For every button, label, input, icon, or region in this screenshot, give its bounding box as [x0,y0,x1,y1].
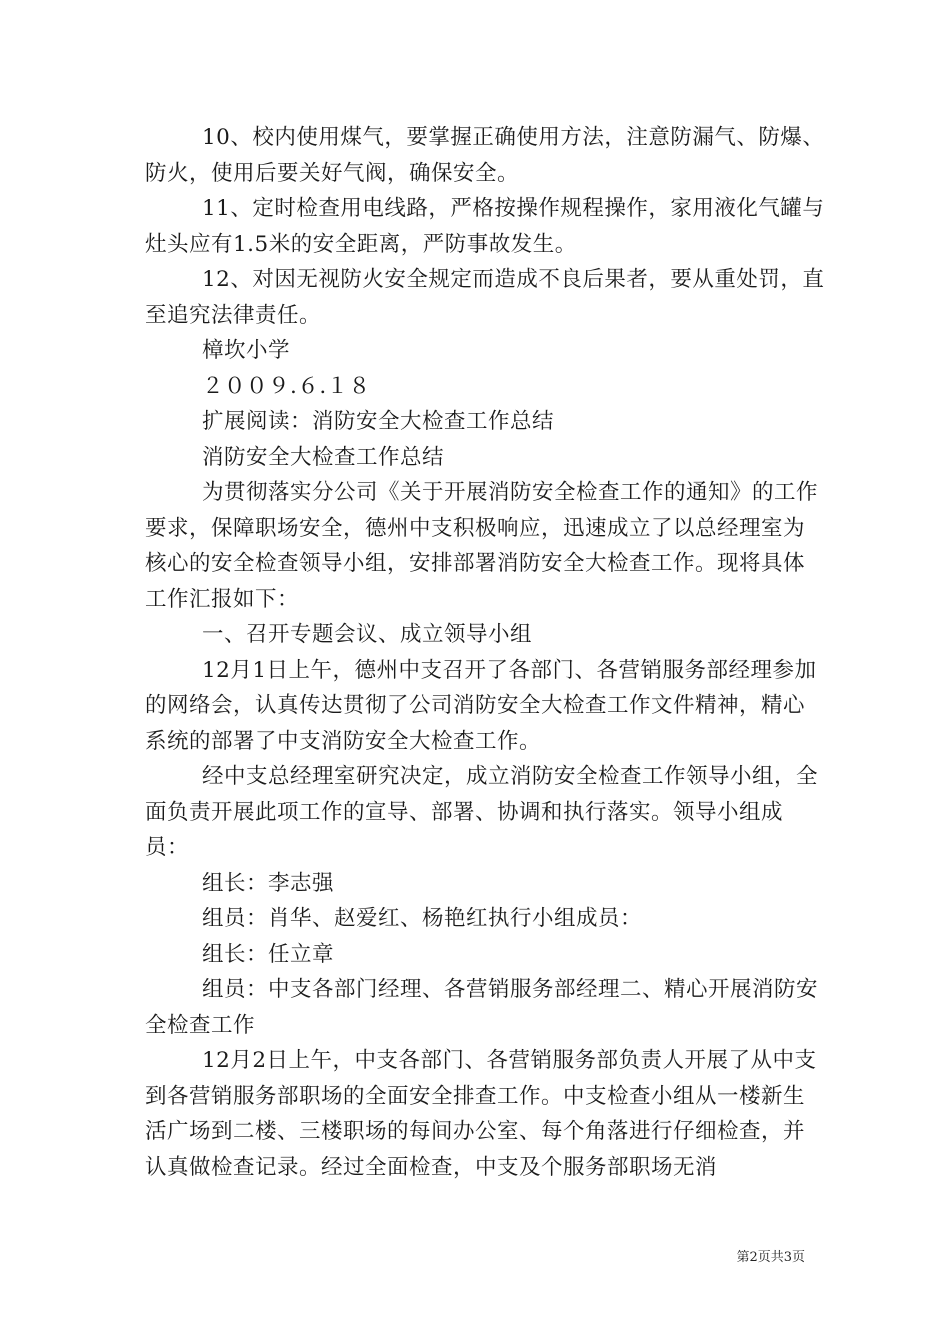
document-body [145,120,825,1185]
paragraph-rule-10: 10、校内使用煤气，要掌握正确使用方法，注意防漏气、防爆、防火，使用后要关好气阀，确保安全。 [145,125,825,186]
paragraph-leadership-group: 经中支总经理室研究决定，成立消防安全检查工作领导小组，全面负责开展此项工作的宣导、部署、协调和执行落实。领导小组成员： [145,764,819,860]
signature-date: ２００９.６.１８ [202,373,371,399]
group-leader-line: 组长：李志强 [202,870,335,896]
paragraph-rule-12: 12、对因无视防火安全规定而造成不良后果者，要从重处罚，直至追究法律责任。 [145,267,825,328]
exec-leader-line: 组长：任立章 [202,941,335,967]
group-members-line: 组员：肖华、赵爱红、杨艳红执行小组成员： [202,906,643,931]
page-number-footer: 第2页共3页 [736,1250,805,1265]
extended-reading-heading: 扩展阅读：消防安全大检查工作总结 [202,409,555,434]
signature-school-name: 樟坎小学 [202,338,291,363]
paragraph-inspection: 12月2日上午，中支各部门、各营销服务部负责人开展了从中支到各营销服务部职场的全面安全排查工作。中支检查小组从一楼新生活广场到二楼、三楼职场的每间办公室、每个角落进行仔细检查，并认真做检查记录。经过全面检查，中支及个服务部职场无消 [145,1048,817,1180]
heading-section-one: 一、召开专题会议、成立领导小组 [202,622,533,647]
paragraph-rule-11: 11、定时检查用电线路，严格按操作规程操作，家用液化气罐与灶头应有1.5米的安全距离，严防事故发生。 [145,196,825,257]
section-title: 消防安全大检查工作总结 [202,444,445,470]
paragraph-intro: 为贯彻落实分公司《关于开展消防安全检查工作的通知》的工作要求，保障职场安全，德州中支积极响应，迅速成立了以总经理室为核心的安全检查领导小组，安排部署消防安全大检查工作。现将具体工作汇报如下： [145,480,819,612]
exec-members-line: 组员：中支各部门经理、各营销服务部经理二、精心开展消防安全检查工作 [145,977,819,1038]
paragraph-meeting: 12月1日上午，德州中支召开了各部门、各营销服务部经理参加的网络会，认真传达贯彻了公司消防安全大检查工作文件精神，精心系统的部署了中支消防安全大检查工作。 [145,657,817,754]
